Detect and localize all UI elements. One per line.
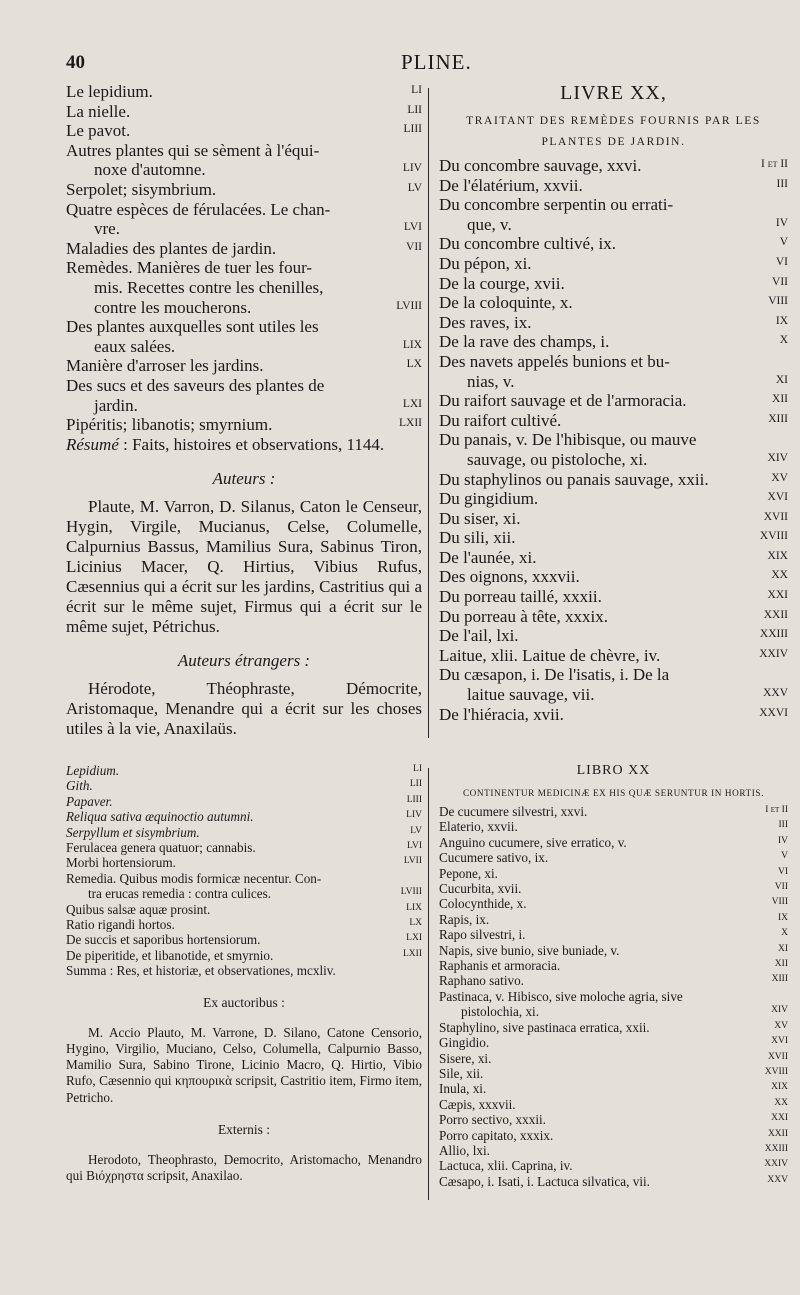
toc-entry-chapter-number: XII <box>772 393 788 406</box>
column-divider-bottom <box>428 768 429 1200</box>
livre-subtitle <box>439 111 788 153</box>
toc-entry-chapter-number: IV <box>777 835 788 846</box>
toc-entry-chapter-number: XXII <box>763 608 788 621</box>
toc-entry-chapter-number: XXII <box>767 1128 788 1139</box>
toc-entry <box>66 317 422 356</box>
french-toc-list-left <box>66 82 422 435</box>
toc-entry-chapter-number: VI <box>775 255 788 268</box>
toc-entry-text: Des plantes auxquelles sont utiles les <box>66 317 319 337</box>
toc-entry-text: Du raifort cultivé. <box>439 410 562 430</box>
toc-entry-chapter-number: XIII <box>771 974 788 985</box>
toc-entry-text: Du porreau à tête, xxxix. <box>439 606 608 626</box>
toc-entry <box>439 705 788 725</box>
toc-entry <box>439 332 788 352</box>
toc-entry <box>66 855 422 870</box>
toc-entry <box>66 356 422 376</box>
latin-toc-right-column <box>439 763 788 1189</box>
toc-entry-chapter-number: VII <box>406 240 422 253</box>
toc-entry <box>439 156 788 176</box>
toc-entry-continuation: mis. Recettes contre les chenilles, <box>94 277 324 297</box>
toc-entry-chapter-number: XX <box>771 569 788 582</box>
toc-entry-continuation: jardin. <box>94 395 138 415</box>
toc-entry-text: Des oignons, xxxvii. <box>439 567 580 587</box>
toc-entry <box>439 528 788 548</box>
toc-entry-text: Cæpis, xxxvii. <box>439 1096 516 1112</box>
toc-entry-chapter-number: VII <box>774 882 788 893</box>
toc-entry-text: Serpolet; sisymbrium. <box>66 179 217 199</box>
toc-entry <box>439 1081 788 1096</box>
toc-entry-text: Lactuca, xlii. Caprina, iv. <box>439 1158 573 1174</box>
toc-entry-chapter-number: LV <box>407 181 422 194</box>
toc-entry <box>439 195 788 234</box>
toc-entry-chapter-number: XII <box>774 959 788 970</box>
toc-entry-text: Remèdes. Manières de tuer les four- <box>66 258 313 278</box>
toc-entry-chapter-number: III <box>778 820 788 831</box>
toc-entry <box>439 927 788 942</box>
toc-entry-chapter-number: V <box>781 851 788 862</box>
toc-entry <box>66 948 422 963</box>
toc-entry <box>439 1158 788 1173</box>
toc-entry-chapter-number: LVIII <box>396 299 422 312</box>
toc-entry-text: Du panais, v. De l'hibisque, ou mauve <box>439 430 697 450</box>
toc-entry-chapter-number: LII <box>409 779 422 790</box>
toc-entry-chapter-number: LVI <box>403 221 422 234</box>
toc-entry-text: La nielle. <box>66 101 131 121</box>
toc-entry <box>439 989 788 1020</box>
toc-entry-text: Laitue, xlii. Laitue de chèvre, iv. <box>439 645 661 665</box>
french-toc-left-column <box>66 82 422 739</box>
toc-entry-chapter-number: LXII <box>399 417 422 430</box>
toc-entry <box>439 391 788 411</box>
toc-entry-chapter-number: XXI <box>771 1113 788 1124</box>
toc-entry-chapter-number: XIV <box>771 1005 788 1016</box>
toc-entry-chapter-number: LXI <box>402 397 422 410</box>
auctoribus-list: M. Accio Plauto, M. Varrone, D. Silano, Catone Censorio, Hygino, Virgilio, Muciano, Celso, Columella, Calpurnio Basso, Mamilio Sura, Sabino Tirone, Licinio Macro, Q. Hirtio, Vibio Rufo, Cæsennio qui κηπουρικὰ scripsit, Castritio item, Firmo item, Petricho. <box>66 1024 422 1105</box>
toc-entry-text: Du concombre sauvage, xxvi. <box>439 156 642 175</box>
toc-entry-text: De la rave des champs, i. <box>439 332 610 352</box>
toc-entry <box>439 943 788 958</box>
page-header <box>66 50 780 76</box>
toc-entry-chapter-number: XXIII <box>764 1143 788 1154</box>
toc-entry <box>439 548 788 568</box>
toc-entry <box>439 819 788 834</box>
toc-entry <box>66 932 422 947</box>
toc-entry-chapter-number: XV <box>771 471 788 484</box>
toc-entry-chapter-number: VIII <box>771 897 788 908</box>
toc-entry-continuation: contre les moucherons. <box>94 297 252 317</box>
toc-entry-chapter-number: XXIII <box>759 628 788 641</box>
resume-line <box>66 435 422 455</box>
toc-entry <box>439 274 788 294</box>
resume-text: : Faits, histoires et observations, 1144. <box>118 434 385 454</box>
toc-entry-text: Du staphylinos ou panais sauvage, xxii. <box>439 469 709 489</box>
toc-entry <box>66 121 422 141</box>
toc-entry <box>439 1097 788 1112</box>
toc-entry-text: Pepone, xi. <box>439 865 498 881</box>
toc-entry <box>439 881 788 896</box>
toc-entry-text: Allio, lxi. <box>439 1142 490 1158</box>
toc-entry <box>66 778 422 793</box>
toc-entry-text: Quibus salsæ aquæ prosint. <box>66 901 211 917</box>
toc-entry-chapter-number: LIV <box>406 810 422 821</box>
toc-entry-text: Du sili, xii. <box>439 528 516 548</box>
toc-entry <box>66 825 422 840</box>
toc-entry-chapter-number: X <box>781 928 788 939</box>
toc-entry-chapter-number: LVII <box>403 856 422 867</box>
toc-entry <box>439 470 788 490</box>
toc-entry-chapter-number: XXV <box>763 687 788 700</box>
toc-entry <box>439 567 788 587</box>
toc-entry <box>439 973 788 988</box>
toc-entry-chapter-number: LV <box>410 825 422 836</box>
toc-entry-chapter-number: XVII <box>767 1051 788 1062</box>
toc-entry-chapter-number: LX <box>406 358 422 371</box>
toc-entry <box>439 1020 788 1035</box>
latin-toc-left-column <box>66 763 422 1184</box>
column-divider-top <box>428 88 429 738</box>
toc-entry-chapter-number: XVIII <box>759 530 788 543</box>
toc-entry-chapter-number: XIV <box>767 451 788 464</box>
toc-entry-text: De cucumere silvestri, xxvi. <box>439 804 588 819</box>
libro-subtitle: CONTINENTUR MEDICINÆ EX HIS QUÆ SERUNTUR IN HORTIS. <box>462 788 765 798</box>
livre-title: LIVRE XX, <box>560 82 667 104</box>
toc-entry-text: De l'ail, lxi. <box>439 626 519 646</box>
toc-entry-continuation: laitue sauvage, vii. <box>467 685 595 705</box>
toc-entry-text: Cæsapo, i. Isati, i. Lactuca silvatica, vii. <box>439 1173 650 1189</box>
toc-entry-chapter-number: IX <box>777 912 788 923</box>
toc-entry <box>439 352 788 391</box>
toc-entry <box>66 239 422 259</box>
toc-entry-chapter-number: VIII <box>768 295 788 308</box>
toc-entry-text: Du porreau taillé, xxxii. <box>439 587 602 607</box>
toc-entry-chapter-number: I et II <box>760 158 788 170</box>
french-toc-list-right <box>439 156 788 724</box>
toc-entry-text: Des navets appelés bunions et bu- <box>439 351 670 371</box>
toc-entry-text: Sisere, xi. <box>439 1050 492 1066</box>
toc-entry-text: Anguino cucumere, sive erratico, v. <box>439 834 627 850</box>
summa-text: Summa : Res, et historiæ, et observationes, mcxliv. <box>66 963 336 979</box>
toc-entry-chapter-number: I et II <box>765 805 788 815</box>
toc-entry-continuation: pistolochia, xi. <box>461 1004 540 1020</box>
toc-entry-text: Le pavot. <box>66 121 131 141</box>
toc-entry <box>439 866 788 881</box>
toc-entry-text: Remedia. Quibus modis formicæ necentur. Con- <box>66 870 322 886</box>
toc-entry <box>66 200 422 239</box>
toc-entry-text: Porro sectivo, xxxii. <box>439 1112 546 1128</box>
toc-entry-text: Morbi hortensiorum. <box>66 855 176 871</box>
toc-entry-text: Maladies des plantes de jardin. <box>66 238 277 258</box>
page-number: 40 <box>66 52 85 73</box>
toc-entry <box>439 587 788 607</box>
toc-entry-continuation: noxe d'automne. <box>94 160 206 180</box>
toc-entry <box>66 376 422 415</box>
toc-entry <box>66 258 422 317</box>
toc-entry-chapter-number: LXI <box>406 933 422 944</box>
toc-entry-chapter-number: LII <box>407 103 422 116</box>
toc-entry <box>439 489 788 509</box>
toc-entry-text: Du concombre serpentin ou errati- <box>439 195 674 215</box>
toc-entry-text: Du pépon, xi. <box>439 253 532 273</box>
toc-entry-text: Papaver. <box>66 793 113 809</box>
toc-entry-chapter-number: XXIV <box>759 647 788 660</box>
toc-entry-text: Staphylino, sive pastinaca erratica, xxii. <box>439 1019 650 1035</box>
toc-entry-text: Pastinaca, v. Hibisco, sive moloche agria, sive <box>439 988 683 1004</box>
toc-entry-text: Le lepidium. <box>66 82 153 101</box>
toc-entry <box>66 763 422 778</box>
toc-entry <box>439 411 788 431</box>
toc-entry-continuation: que, v. <box>467 214 512 234</box>
toc-entry <box>439 850 788 865</box>
toc-entry <box>439 313 788 333</box>
toc-entry-text: Du siser, xi. <box>439 508 521 528</box>
toc-entry <box>439 646 788 666</box>
toc-entry-text: Gingidio. <box>439 1035 490 1051</box>
toc-entry <box>439 1066 788 1081</box>
toc-entry <box>439 607 788 627</box>
toc-entry-chapter-number: LX <box>409 918 422 929</box>
toc-entry-chapter-number: XVI <box>771 1036 788 1047</box>
toc-entry-text: Sile, xii. <box>439 1065 484 1081</box>
toc-entry-text: Cucurbita, xvii. <box>439 881 522 897</box>
toc-entry-chapter-number: LVI <box>407 841 422 852</box>
toc-entry-text: Porro capitato, xxxix. <box>439 1127 554 1143</box>
toc-entry-text: Manière d'arroser les jardins. <box>66 356 264 376</box>
toc-entry-chapter-number: LI <box>411 84 422 96</box>
toc-entry-chapter-number: LIV <box>402 162 422 175</box>
running-title: PLINE. <box>401 50 472 74</box>
toc-entry <box>439 912 788 927</box>
toc-entry <box>439 665 788 704</box>
latin-toc-list-right <box>439 804 788 1189</box>
toc-entry-chapter-number: IX <box>775 314 788 327</box>
toc-entry <box>439 254 788 274</box>
toc-entry-chapter-number: LIII <box>403 123 422 136</box>
toc-entry-chapter-number: XXI <box>767 589 788 602</box>
toc-entry <box>66 415 422 435</box>
toc-entry <box>439 1035 788 1050</box>
externis-list: Herodoto, Theophrasto, Democrito, Aristomacho, Menandro qui Βιόχρηστα scripsit, Anaxilao. <box>66 1151 422 1183</box>
toc-entry-text: Cucumere sativo, ix. <box>439 850 549 866</box>
toc-entry-text: Des raves, ix. <box>439 312 532 332</box>
toc-entry-chapter-number: XI <box>775 373 788 386</box>
toc-entry-text: Rapo silvestri, i. <box>439 927 526 943</box>
toc-entry <box>439 509 788 529</box>
externis-heading: Externis : <box>217 1121 271 1137</box>
toc-entry-text: De la courge, xvii. <box>439 273 565 293</box>
toc-entry <box>439 430 788 469</box>
toc-entry <box>439 835 788 850</box>
toc-entry-chapter-number: VI <box>777 866 788 877</box>
toc-entry <box>439 1112 788 1127</box>
toc-entry-text: Ratio rigandi hortos. <box>66 917 175 933</box>
toc-entry-text: Serpyllum et sisymbrium. <box>66 824 200 840</box>
toc-entry-chapter-number: XVIII <box>764 1066 788 1077</box>
toc-entry-text: De succis et saporibus hortensiorum. <box>66 932 261 948</box>
toc-entry-text: De l'hiéracia, xvii. <box>439 704 564 724</box>
toc-entry <box>66 840 422 855</box>
toc-entry-text: Lepidium. <box>66 763 120 778</box>
toc-entry-text: Rapis, ix. <box>439 911 490 927</box>
toc-entry <box>66 180 422 200</box>
toc-entry <box>439 626 788 646</box>
toc-entry <box>439 176 788 196</box>
livre-subtitle-line-1: TRAITANT DES REMÈDES FOURNIS PAR LES <box>466 115 761 127</box>
toc-entry-chapter-number: LIX <box>406 902 422 913</box>
toc-entry-chapter-number: XIX <box>767 549 788 562</box>
toc-entry <box>66 809 422 824</box>
toc-entry <box>439 1128 788 1143</box>
toc-entry-text: De l'élatérium, xxvii. <box>439 175 583 195</box>
toc-entry-text: Du raifort sauvage et de l'armoracia. <box>439 391 687 411</box>
toc-entry <box>439 804 788 819</box>
auteurs-etrangers-heading: Auteurs étrangers : <box>177 650 311 670</box>
toc-entry-continuation: sauvage, ou pistoloche, xi. <box>467 449 648 469</box>
toc-entry-text: Colocynthide, x. <box>439 896 527 912</box>
toc-entry-chapter-number: XX <box>774 1097 788 1108</box>
toc-entry-continuation: vre. <box>94 219 120 239</box>
toc-entry-chapter-number: LVIII <box>400 887 422 898</box>
toc-entry-text: Du concombre cultivé, ix. <box>439 234 617 254</box>
toc-entry-chapter-number: VII <box>772 275 788 288</box>
toc-entry <box>66 794 422 809</box>
toc-entry-chapter-number: XIX <box>771 1082 788 1093</box>
toc-entry-chapter-number: XVII <box>763 510 788 523</box>
toc-entry <box>439 234 788 254</box>
toc-entry-text: De piperitide, et libanotide, et smyrnio. <box>66 947 274 963</box>
toc-entry-text: Du gingidium. <box>439 489 539 509</box>
toc-entry-text: Du cæsapon, i. De l'isatis, i. De la <box>439 665 670 685</box>
toc-entry-chapter-number: XVI <box>767 491 788 504</box>
toc-entry-chapter-number: III <box>776 177 788 190</box>
toc-entry-chapter-number: V <box>779 236 788 249</box>
toc-entry <box>66 902 422 917</box>
toc-entry-text: Reliqua sativa æquinoctio autumni. <box>66 809 254 825</box>
toc-entry-chapter-number: XXVI <box>759 706 788 719</box>
toc-entry-text: Ferulacea genera quatuor; cannabis. <box>66 840 256 856</box>
toc-entry-continuation: eaux salées. <box>94 336 176 356</box>
toc-entry <box>66 102 422 122</box>
toc-entry-text: Inula, xi. <box>439 1081 487 1097</box>
toc-entry <box>439 1143 788 1158</box>
toc-entry-chapter-number: XIII <box>768 412 788 425</box>
auteurs-list: Plaute, M. Varron, D. Silanus, Caton le Censeur, Hygin, Virgile, Mucianus, Celse, Columelle, Calpurnius Bassus, Mamilius Sura, Sabinus Tiron, Licinius Macer, Q. Hirtius, Vibius Rufus, Cæsennius qui a écrit sur les jardins, Castritius qui a écrit sur le même sujet, Firmus qui a écrit sur le même sujet, Pétrichus. <box>66 496 423 636</box>
toc-entry-text: Raphanis et armoracia. <box>439 958 561 974</box>
toc-entry-chapter-number: LI <box>413 764 422 774</box>
toc-entry-text: Autres plantes qui se sèment à l'équi- <box>66 140 320 160</box>
auteurs-heading: Auteurs : <box>212 468 276 488</box>
toc-entry-chapter-number: XXIV <box>764 1159 788 1170</box>
libro-title: LIBRO XX <box>576 763 651 778</box>
toc-entry-text: De la coloquinte, x. <box>439 293 573 313</box>
latin-toc-list-left <box>66 763 422 963</box>
toc-entry <box>439 958 788 973</box>
toc-entry-chapter-number: LIII <box>406 794 422 805</box>
toc-entry-chapter-number: LXII <box>403 948 422 959</box>
toc-entry <box>66 917 422 932</box>
auteurs-etrangers-list: Hérodote, Théophraste, Démocrite, Aristomaque, Menandre qui a écrit sur les choses utiles à la vie, Anaxilaüs. <box>66 678 422 738</box>
toc-entry-chapter-number: IV <box>775 216 788 229</box>
toc-entry <box>439 1174 788 1189</box>
toc-entry-chapter-number: X <box>779 334 788 347</box>
toc-entry-continuation: nias, v. <box>467 371 515 391</box>
toc-entry-chapter-number: XXV <box>767 1174 788 1185</box>
toc-entry-text: De l'aunée, xi. <box>439 547 537 567</box>
toc-entry-chapter-number: XV <box>774 1020 788 1031</box>
toc-entry <box>439 1051 788 1066</box>
resume-label: Résumé <box>66 434 119 454</box>
toc-entry <box>66 141 422 180</box>
toc-entry-chapter-number: XI <box>777 943 788 954</box>
toc-entry <box>66 871 422 902</box>
toc-entry-text: Pipéritis; libanotis; smyrnium. <box>66 415 273 435</box>
livre-subtitle-line-2: PLANTES DE JARDIN. <box>541 136 686 148</box>
auctoribus-heading: Ex auctoribus : <box>203 994 285 1010</box>
toc-entry <box>439 293 788 313</box>
toc-entry-text: Gith. <box>66 778 93 794</box>
toc-entry-chapter-number: LIX <box>402 338 422 351</box>
toc-entry-continuation: tra erucas remedia : contra culices. <box>88 886 272 902</box>
toc-entry-text: Elaterio, xxvii. <box>439 819 518 835</box>
french-toc-right-column <box>439 82 788 724</box>
toc-entry-text: Napis, sive bunio, sive buniade, v. <box>439 942 620 958</box>
toc-entry <box>439 896 788 911</box>
toc-entry-text: Raphano sativo. <box>439 973 524 989</box>
toc-entry-text: Des sucs et des saveurs des plantes de <box>66 375 325 395</box>
toc-entry-text: Quatre espèces de férulacées. Le chan- <box>66 199 331 219</box>
summa-line <box>66 963 422 978</box>
toc-entry <box>66 82 422 102</box>
